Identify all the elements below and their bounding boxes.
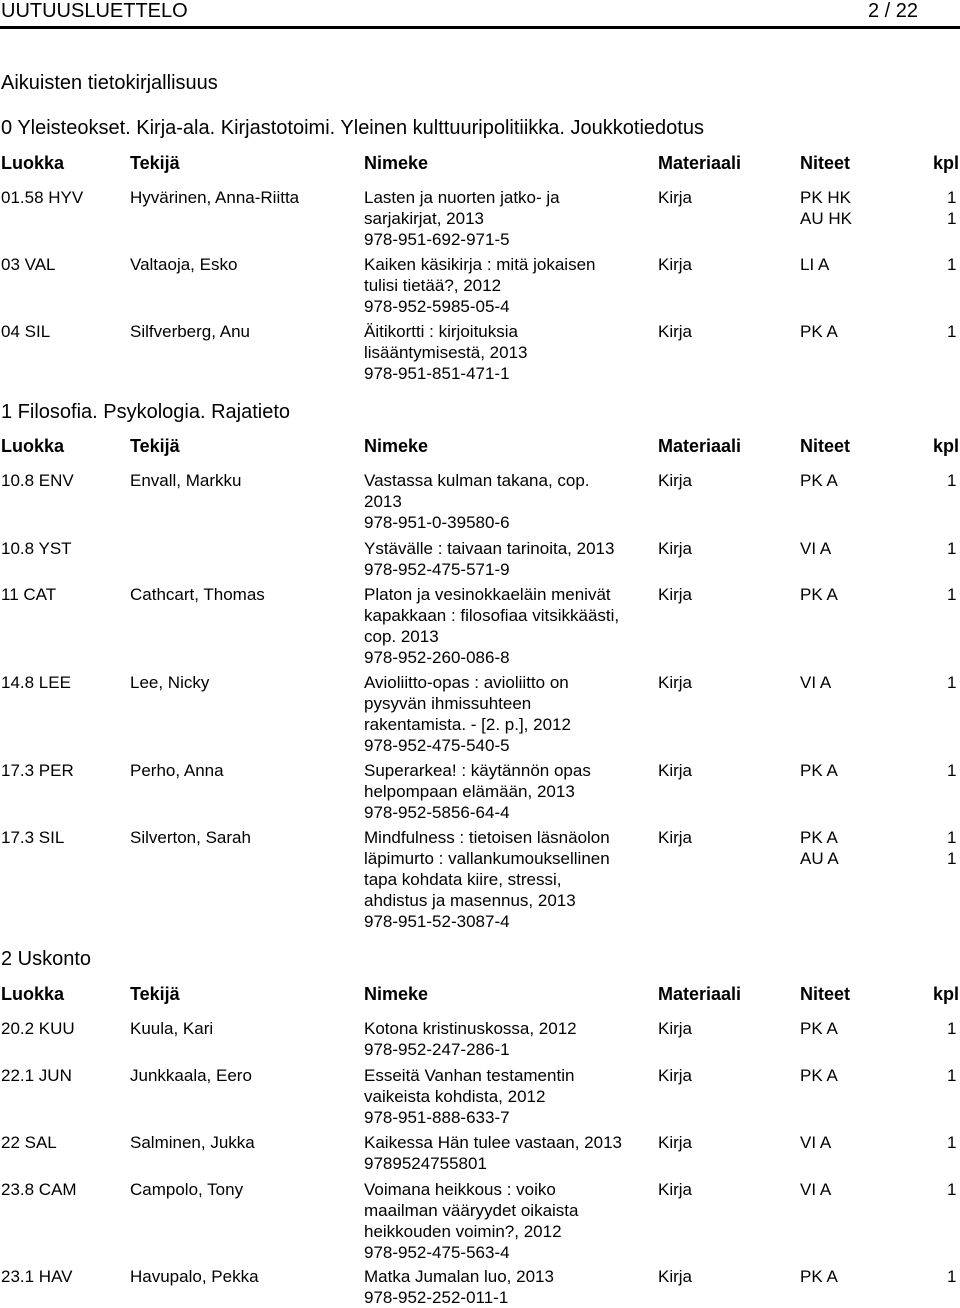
row-author: Hyvärinen, Anna-Riitta [130,188,300,207]
row-class-code: 23.1 HAV [1,1267,73,1286]
row-title-line: Vastassa kulman takana, cop. [364,471,590,490]
column-header-materiaali: Materiaali [658,436,742,456]
row-material: Kirja [658,1180,693,1199]
row-material: Kirja [658,828,693,847]
row-quantity-line: 1 [947,828,957,847]
row-title-line: Esseitä Vanhan testamentin [364,1066,575,1085]
row-quantity [947,672,959,693]
row-title-line: Kaiken käsikirja : mitä jokaisen [364,255,596,274]
row-copies-location [800,827,890,869]
row-title-line: 978-951-851-471-1 [364,364,510,383]
row-title-line: Mindfulness : tietoisen läsnäolon [364,828,610,847]
row-quantity [947,538,959,559]
row-quantity [947,1266,959,1287]
row-copies-line: VI A [800,673,832,692]
row-class-code: 03 VAL [1,255,56,274]
row-class-code: 17.3 PER [1,761,74,780]
row-quantity [947,1065,959,1086]
row-class-code: 22.1 JUN [1,1066,72,1085]
row-copies-location [800,584,890,605]
row-title [364,584,654,668]
row-title [364,254,654,317]
row-title [364,470,654,533]
row-copies-location [800,672,890,693]
row-title-line: Matka Jumalan luo, 2013 [364,1267,554,1286]
row-author: Lee, Nicky [130,673,210,692]
section-title: 2 Uskonto [1,948,92,970]
row-title [364,538,654,580]
row-copies-location [800,538,890,559]
row-title-line: Superarkea! : käytännön opas [364,761,591,780]
row-material: Kirja [658,322,693,341]
row-title-line: tapa kohdata kiire, stressi, [364,870,562,889]
column-header-row [0,984,960,1008]
row-quantity-line: 1 [947,761,957,780]
row-author: Junkkaala, Eero [130,1066,252,1085]
row-title-line: pysyvän ihmissuhteen [364,694,532,713]
row-copies-line: PK A [800,761,838,780]
row-title [364,1179,654,1263]
row-author: Campolo, Tony [130,1180,244,1199]
row-copies-line: PK A [800,1066,838,1085]
row-copies-location [800,187,890,229]
column-header-tekija: Tekijä [130,153,180,173]
row-title-line: 978-952-260-086-8 [364,648,510,667]
column-header-nimeke: Nimeke [364,436,429,456]
row-copies-line: PK A [800,585,838,604]
row-title-line: läpimurto : vallankumouksellinen [364,849,610,868]
row-author: Salminen, Jukka [130,1133,255,1152]
row-title-line: heikkouden voimin?, 2012 [364,1222,562,1241]
row-copies-line: PK A [800,828,838,847]
row-title-line: 978-952-5985-05-4 [364,297,510,316]
row-title-line: 978-952-475-563-4 [364,1243,510,1262]
column-header-luokka: Luokka [1,436,65,456]
row-copies-location [800,1018,890,1039]
row-title-line: 9789524755801 [364,1154,487,1173]
row-title [364,321,654,384]
row-title-line: kapakkaan : filosofiaa vitsikkäästi, [364,606,620,625]
row-quantity-line: 1 [947,1180,957,1199]
row-quantity [947,1132,959,1153]
row-title-line: Kaikessa Hän tulee vastaan, 2013 [364,1133,623,1152]
row-class-code: 23.8 CAM [1,1180,77,1199]
section-title: 0 Yleisteokset. Kirja-ala. Kirjastotoimi. Yleinen kulttuuripolitiikka. Joukkotiedotus [1,117,704,139]
row-material: Kirja [658,1019,693,1038]
row-title-line: 2013 [364,492,402,511]
row-quantity-line: 1 [947,188,957,207]
page-number: 2 / 22 [867,0,918,22]
row-author: Kuula, Kari [130,1019,214,1038]
row-quantity-line: 1 [947,1019,957,1038]
row-author: Envall, Markku [130,471,242,490]
row-copies-location [800,254,890,275]
row-title-line: Kotona kristinuskossa, 2012 [364,1019,577,1038]
section-title: 1 Filosofia. Psykologia. Rajatieto [1,401,291,423]
row-copies-line: PK A [800,1019,838,1038]
column-header-niteet: Niteet [800,984,851,1004]
column-header-nimeke: Nimeke [364,984,429,1004]
row-title-line: rakentamista. - [2. p.], 2012 [364,715,571,734]
row-quantity-line: 1 [947,673,957,692]
row-title [364,1065,654,1128]
row-quantity [947,827,959,869]
column-header-tekija: Tekijä [130,436,180,456]
row-class-code: 04 SIL [1,322,51,341]
row-title-line: 978-951-888-633-7 [364,1108,510,1127]
column-header-materiaali: Materiaali [658,153,742,173]
row-title-line: 978-952-475-571-9 [364,560,510,579]
row-material: Kirja [658,188,693,207]
row-quantity [947,187,959,229]
row-copies-location [800,470,890,491]
row-quantity-line: 1 [947,1066,957,1085]
row-copies-location [800,1065,890,1086]
row-copies-line: PK A [800,322,838,341]
row-title-line: Avioliitto-opas : avioliitto on [364,673,569,692]
row-quantity [947,760,959,781]
column-header-row [0,436,960,460]
row-copies-line: AU A [800,849,839,868]
row-copies-line: VI A [800,1133,832,1152]
row-quantity-line: 1 [947,539,957,558]
column-header-luokka: Luokka [1,153,65,173]
row-material: Kirja [658,255,693,274]
row-title [364,1266,654,1308]
column-header-niteet: Niteet [800,436,851,456]
row-quantity [947,1018,959,1039]
row-material: Kirja [658,585,693,604]
row-title [364,1132,654,1174]
column-header-row [0,153,960,177]
column-header-niteet: Niteet [800,153,851,173]
row-author: Silverton, Sarah [130,828,251,847]
row-title-line: tulisi tietää?, 2012 [364,276,502,295]
row-title [364,827,654,932]
row-author: Cathcart, Thomas [130,585,265,604]
row-quantity [947,1179,959,1200]
row-quantity-line: 1 [947,585,957,604]
row-copies-line: PK HK [800,188,852,207]
row-copies-line: LI A [800,255,830,274]
row-title-line: Lasten ja nuorten jatko- ja [364,188,560,207]
row-quantity-line: 1 [947,849,957,868]
row-title-line: 978-951-0-39580-6 [364,513,510,532]
row-title-line: maailman vääryydet oikaista [364,1201,579,1220]
row-title-line: Äitikortti : kirjoituksia [364,322,518,341]
row-copies-line: VI A [800,539,832,558]
row-quantity-line: 1 [947,255,957,274]
page-header [0,0,960,26]
column-header-tekija: Tekijä [130,984,180,1004]
row-quantity-line: 1 [947,322,957,341]
row-author: Perho, Anna [130,761,224,780]
row-class-code: 14.8 LEE [1,673,71,692]
column-header-kpl: kpl [932,984,959,1004]
row-material: Kirja [658,1133,693,1152]
row-material: Kirja [658,761,693,780]
row-material: Kirja [658,673,693,692]
row-copies-line: VI A [800,1180,832,1199]
row-class-code: 22 SAL [1,1133,57,1152]
row-title-line: vaikeista kohdista, 2012 [364,1087,546,1106]
row-copies-location [800,760,890,781]
row-author: Silfverberg, Anu [130,322,251,341]
row-class-code: 01.58 HYV [1,188,84,207]
row-copies-location [800,1179,890,1200]
row-class-code: 20.2 KUU [1,1019,75,1038]
column-header-materiaali: Materiaali [658,984,742,1004]
row-title-line: 978-952-252-011-1 [364,1288,509,1307]
row-copies-location [800,1266,890,1287]
row-class-code: 11 CAT [1,585,57,604]
column-header-nimeke: Nimeke [364,153,429,173]
row-title-line: lisääntymisestä, 2013 [364,343,528,362]
document-title: Aikuisten tietokirjallisuus [1,72,218,94]
column-header-kpl: kpl [932,436,959,456]
row-material: Kirja [658,1267,693,1286]
row-title-line: 978-952-247-286-1 [364,1040,510,1059]
row-quantity-line: 1 [947,209,957,228]
row-copies-line: PK A [800,471,838,490]
row-title-line: 978-952-475-540-5 [364,736,510,755]
header-divider [0,26,960,29]
row-class-code: 10.8 ENV [1,471,74,490]
row-title-line: cop. 2013 [364,627,439,646]
row-quantity [947,254,959,275]
row-quantity [947,584,959,605]
row-quantity-line: 1 [947,1267,957,1286]
row-title-line: Voimana heikkous : voiko [364,1180,556,1199]
row-title-line: Ystävälle : taivaan tarinoita, 2013 [364,539,615,558]
column-header-kpl: kpl [932,153,959,173]
row-title-line: helpompaan elämään, 2013 [364,782,575,801]
row-copies-location [800,321,890,342]
row-copies-line: AU HK [800,209,852,228]
row-title-line: Platon ja vesinokkaeläin menivät [364,585,611,604]
row-quantity [947,470,959,491]
catalog-title: UUTUUSLUETTELO [1,0,188,22]
row-author: Valtaoja, Esko [130,255,238,274]
row-class-code: 10.8 YST [1,539,72,558]
row-title [364,672,654,756]
row-copies-line: PK A [800,1267,838,1286]
row-title [364,1018,654,1060]
row-quantity [947,321,959,342]
row-quantity-line: 1 [947,471,957,490]
row-copies-location [800,1132,890,1153]
row-title [364,760,654,823]
row-title-line: ahdistus ja masennus, 2013 [364,891,576,910]
row-title-line: 978-951-52-3087-4 [364,912,510,931]
row-title-line: 978-952-5856-64-4 [364,803,510,822]
row-title [364,187,654,250]
row-class-code: 17.3 SIL [1,828,65,847]
column-header-luokka: Luokka [1,984,65,1004]
row-material: Kirja [658,471,693,490]
row-quantity-line: 1 [947,1133,957,1152]
row-material: Kirja [658,539,693,558]
row-author: Havupalo, Pekka [130,1267,259,1286]
row-material: Kirja [658,1066,693,1085]
row-title-line: sarjakirjat, 2013 [364,209,485,228]
row-title-line: 978-951-692-971-5 [364,230,510,249]
